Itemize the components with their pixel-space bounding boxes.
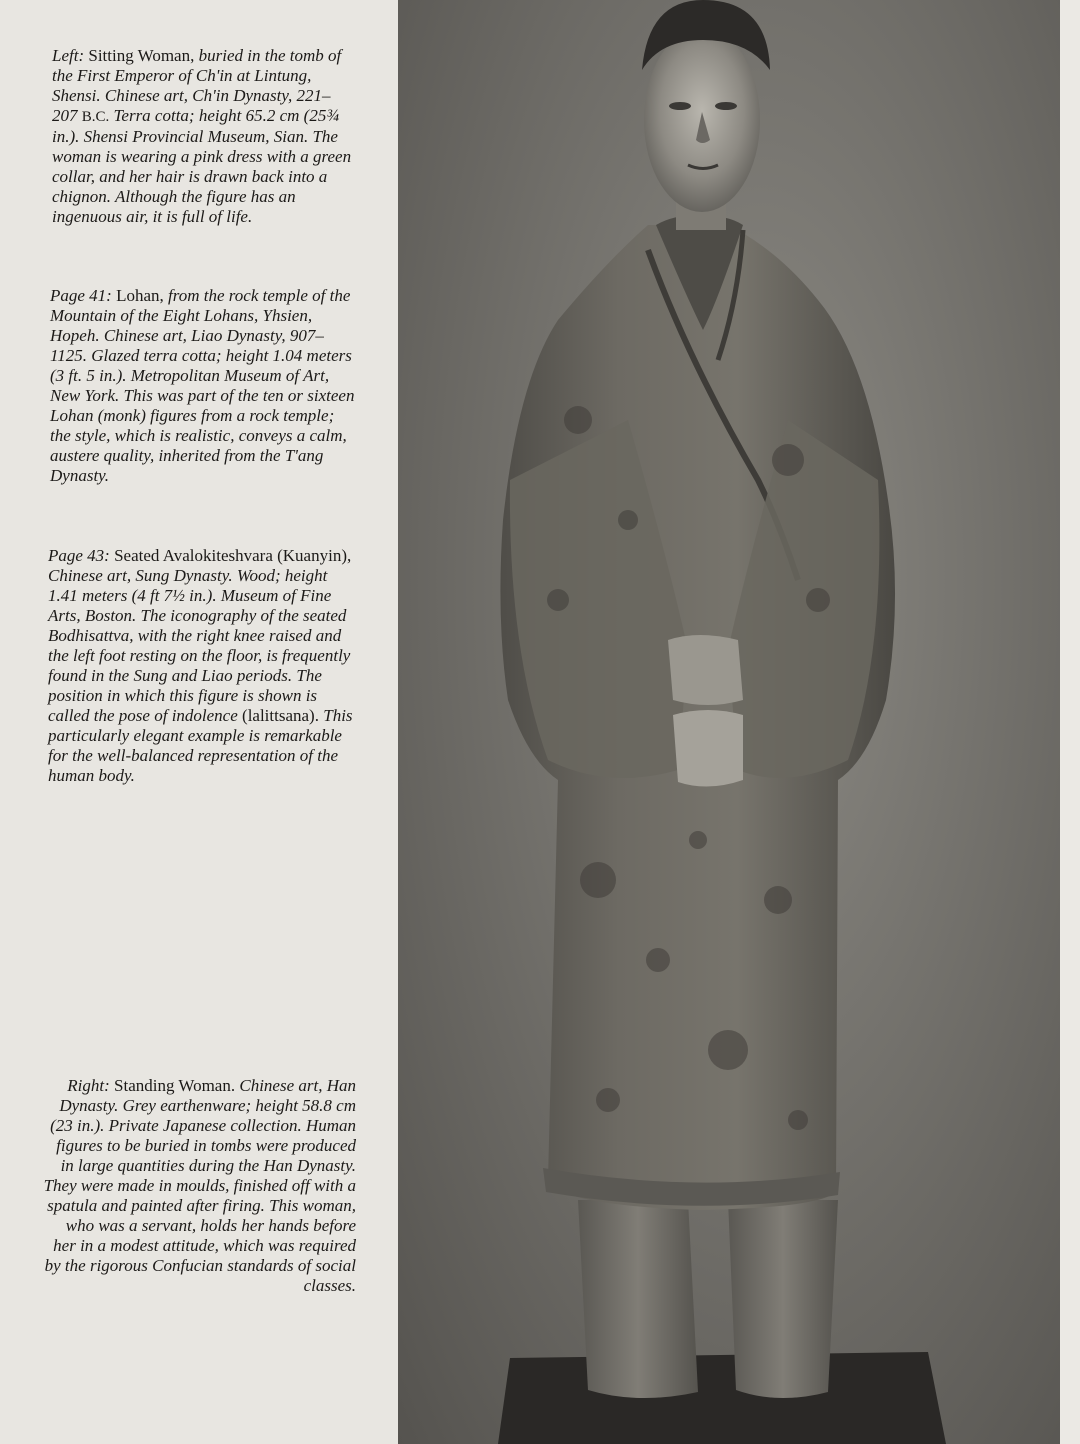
captions-column (0, 0, 398, 1444)
right-eye (715, 102, 737, 110)
caption-page-41 (50, 286, 356, 486)
caption-body: Terra cotta; height 65.2 cm (25¾ in.). Shensi Provincial Museum, Sian. The woman is wearing a pink dress with a green collar, and her hair is drawn back into a chignon. Although the figure has an ingenuous air, it is full of life. (52, 106, 352, 226)
caption-title: Standing Woman. (114, 1076, 236, 1095)
hands-lower (673, 710, 743, 787)
caption-body: buried in the tomb of the First Emperor of Ch'in at Lintung, Shensi. Chinese art, Ch'in Dynasty, 221–207 (52, 46, 342, 125)
sculpture-photo (398, 0, 1060, 1444)
caption-era: B.C. (81, 109, 110, 125)
plinth (498, 1352, 946, 1444)
caption-term: (lalittsana). (242, 706, 319, 725)
caption-title: Sitting Woman, (88, 46, 195, 65)
caption-title: Seated Avalokiteshvara (Kuanyin), (114, 546, 352, 565)
caption-body: This particularly elegant example is remarkable for the well-balanced representation of the human body. (48, 706, 353, 785)
caption-body: Chinese art, Sung Dynasty. Wood; height 1.41 meters (4 ft 7½ in.). Museum of Fine Arts, Boston. The iconography of the seated Bodhisattva, with the right knee raised and the left foot resting on the floor, is frequently found in the Sung and Liao periods. The position in which this figure is shown is called the pose of indolence (48, 566, 351, 725)
left-leg (578, 1200, 698, 1398)
caption-right (40, 1076, 356, 1296)
caption-label: Page 41: (50, 286, 112, 305)
left-eye (669, 102, 691, 110)
caption-body: Chinese art, Han Dynasty. Grey earthenware; height 58.8 cm (23 in.). Private Japanese collection. Human figures to be buried in tombs were produced in large quantities during the Han Dynasty. They were made in moulds, finished off with a spatula and painted after firing. This woman, who was a servant, holds her hands before her in a modest attitude, which was required by the rigorous Confucian standards of social classes. (43, 1076, 356, 1295)
right-leg (728, 1200, 838, 1398)
caption-page-43 (48, 546, 356, 786)
caption-left (52, 46, 352, 227)
caption-label: Right: (67, 1076, 110, 1095)
caption-body: from the rock temple of the Mountain of the Eight Lohans, Yhsien, Hopeh. Chinese art, Liao Dynasty, 907–1125. Glazed terra cotta; height 1.04 meters (3 ft. 5 in.). Metropolitan Museum of Art, New York. This was part of the ten or sixteen Lohan (monk) figures from a rock temple; the style, which is realistic, conveys a calm, austere quality, inherited from the T'ang Dynasty. (50, 286, 355, 485)
caption-label: Left: (52, 46, 85, 65)
caption-title: Lohan, (116, 286, 164, 305)
page-margin (1060, 0, 1080, 1444)
hands-upper (668, 635, 743, 705)
caption-label: Page 43: (48, 546, 110, 565)
standing-woman-figure-illustration (398, 0, 1060, 1444)
